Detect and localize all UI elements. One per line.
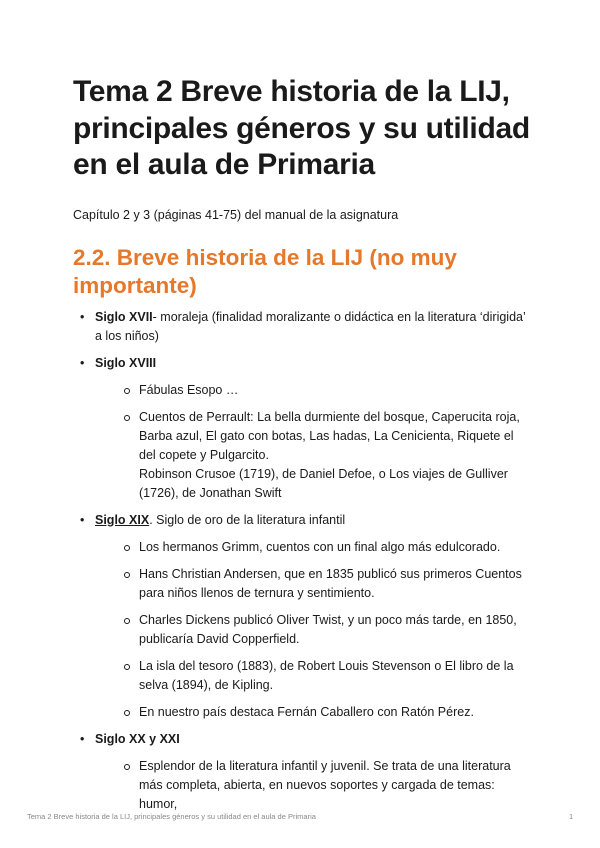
page-content — [73, 74, 533, 814]
sub-list-item: En nuestro país destaca Fernán Caballero con Ratón Pérez. — [117, 703, 533, 722]
sub-list-item: Charles Dickens publicó Oliver Twist, y un poco más tarde, en 1850, publicaría David Copperfield. — [117, 611, 533, 649]
list-item: • Siglo XVIII Fábulas Esopo … Cuentos de Perrault: La bella durmiente del bosque, Caperucita roja, Barba azul, El gato con botas, Las hadas, La Cenicienta, Riquete el del copete y Pulgarcito. Robinson Crusoe (1719), de Daniel Defoe, o Los viajes de Gulliver (1726), de Jonathan Swift — [73, 354, 533, 503]
list-item: • Siglo XVII- moraleja (finalidad moralizante o didáctica en la literatura ‘dirigida’ a los niños) — [73, 308, 533, 346]
sub-list-item: Fábulas Esopo … — [117, 381, 533, 400]
century-list — [73, 308, 533, 814]
page-number: 1 — [569, 812, 574, 821]
list-item: • Siglo XX y XXI Esplendor de la literatura infantil y juvenil. Se trata de una literatura más completa, abierta, en nuevos soportes y cargada de temas: humor, — [73, 730, 533, 814]
subtitle: Capítulo 2 y 3 (páginas 41-75) del manual de la asignatura — [73, 207, 399, 222]
sub-list-item: Esplendor de la literatura infantil y juvenil. Se trata de una literatura más completa, abierta, en nuevos soportes y cargada de temas: humor, — [117, 757, 533, 814]
list-item: • Siglo XIX. Siglo de oro de la literatura infantil Los hermanos Grimm, cuentos con un final algo más edulcorado. Hans Christian Andersen, que en 1835 publicó sus primeros Cuentos para niños llenos de ternura y sentimiento. Charles Dickens publicó Oliver Twist, y un poco más tarde, en 1850, publicaría David Copperfield. La isla del tesoro (1883), de Robert Louis Stevenson o El libro de la selva (1894), de Kipling. En nuestro país destaca Fernán Caballero con Ratón Pérez. — [73, 511, 533, 722]
sub-list-item: Hans Christian Andersen, que en 1835 publicó sus primeros Cuentos para niños llenos de ternura y sentimiento. — [117, 565, 533, 603]
sub-list-item: La isla del tesoro (1883), de Robert Louis Stevenson o El libro de la selva (1894), de Kipling. — [117, 657, 533, 695]
footer-text: Tema 2 Breve historia de la LIJ, principales géneros y su utilidad en el aula de Primaria — [27, 812, 316, 821]
sub-list-item: Los hermanos Grimm, cuentos con un final algo más edulcorado. — [117, 538, 533, 557]
section-heading: 2.2. Breve historia de la LIJ (no muy importante) — [73, 244, 457, 298]
page-title: Tema 2 Breve historia de la LIJ, principales géneros y su utilidad en el aula de Primaria — [73, 75, 530, 181]
sub-list-item: Cuentos de Perrault: La bella durmiente del bosque, Caperucita roja, Barba azul, El gato con botas, Las hadas, La Cenicienta, Riquete el del copete y Pulgarcito. Robinson Crusoe (1719), de Daniel Defoe, o Los viajes de Gulliver (1726), de Jonathan Swift — [117, 408, 533, 503]
siglo-xix-link[interactable]: Siglo XIX — [95, 512, 150, 527]
